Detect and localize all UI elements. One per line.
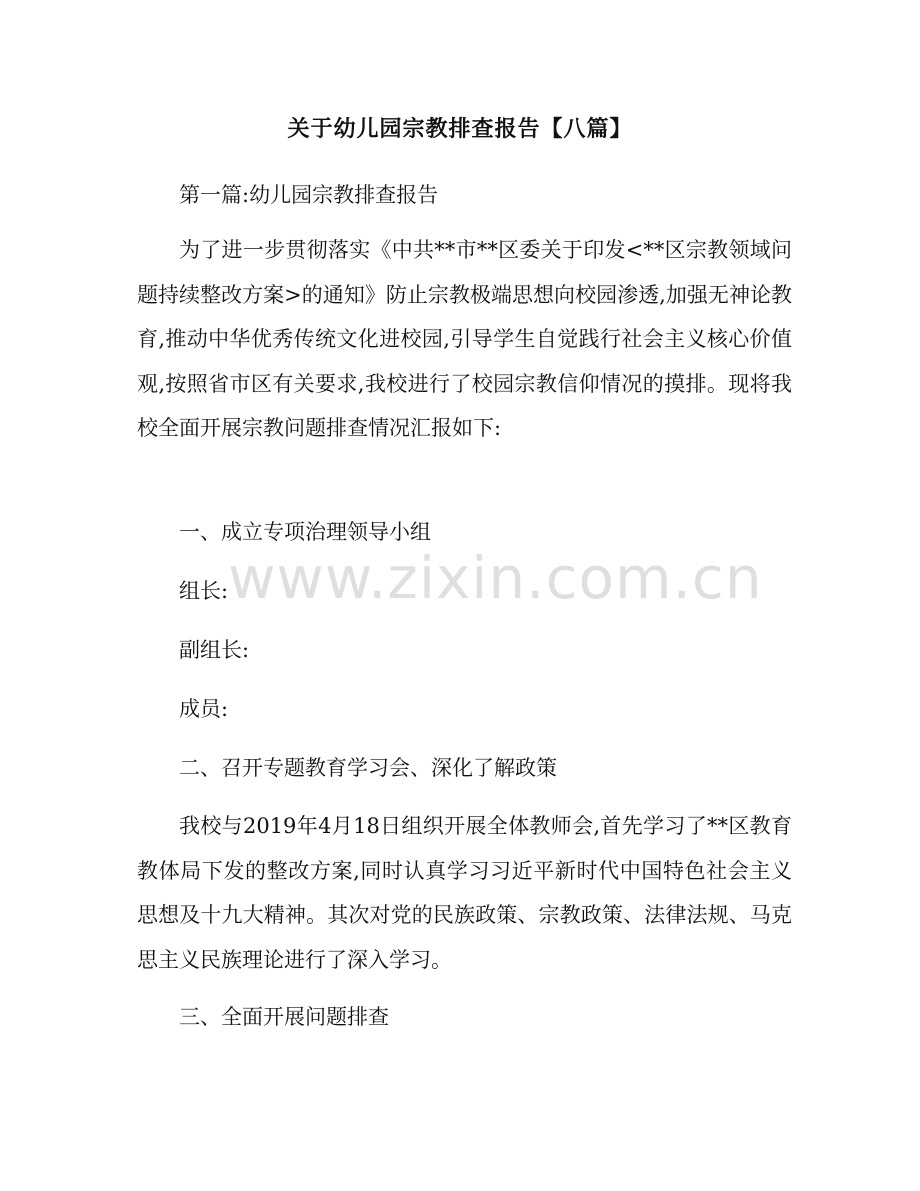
watermark: www.zixin.com.cn <box>228 544 763 612</box>
leader-label: 组长: <box>179 579 229 603</box>
section-heading: 第一篇:幼儿园宗教排查报告 <box>179 183 439 207</box>
part-one-heading: 一、成立专项治理领导小组 <box>179 520 431 544</box>
document-title: 关于幼儿园宗教排查报告【八篇】 <box>287 117 633 142</box>
intro-paragraph: 为了进一步贯彻落实《中共**市**区委关于印发<**区宗教领域问题持续整改方案>的通知》防止宗教极端思想向校园渗透,加强无神论教育,推动中华优秀传统文化进校园,引导学生自觉践行社会主义核心价值观,按照省市区有关要求,我校进行了校园宗教信仰情况的摸排。现将我校全面开展宗教问题排查情况汇报如下: <box>137 238 792 440</box>
part-three-heading: 三、全面开展问题排查 <box>179 1005 389 1029</box>
part-two-heading: 二、召开专题教育学习会、深化了解政策 <box>179 756 557 780</box>
part-two-paragraph: 我校与2019年4月18日组织开展全体教师会,首先学习了**区教育教体局下发的整改方案,同时认真学习习近平新时代中国特色社会主义思想及十九大精神。其次对党的民族政策、宗教政策、法律法规、马克思主义民族理论进行了深入学习。 <box>137 814 792 972</box>
deputy-leader-label: 副组长: <box>179 638 250 662</box>
members-label: 成员: <box>179 697 229 721</box>
